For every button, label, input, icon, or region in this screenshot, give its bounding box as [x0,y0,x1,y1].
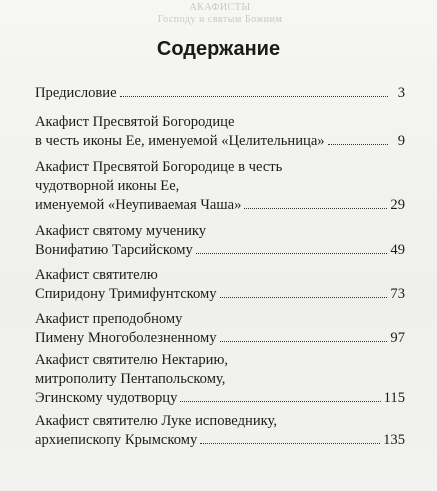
toc-entry [35,310,405,348]
page-number: 73 [390,286,405,302]
toc-entry [35,351,405,408]
bleed-line: АКАФИСТЫ [189,2,251,13]
page-number: 135 [383,432,405,448]
toc-entry-text: Спиридону Тримифунтскому [35,286,217,302]
toc-entry-last-line [35,329,405,348]
toc-entry-last-line [35,285,405,304]
toc-entry [35,222,405,260]
dot-leader [244,208,387,209]
page-title: Содержание [156,38,281,60]
toc-entry [35,113,405,151]
toc-entry-text: архиепископу Крымскому [35,432,198,448]
toc-entry-last-line [35,431,405,450]
toc-entry-text: Акафист святителю [35,267,158,283]
bleed-through-text [150,2,290,32]
dot-leader [200,443,380,444]
dot-leader [220,297,388,298]
toc-entry-text: Вонифатию Тарсийскому [35,242,193,258]
toc-entry-last-line [35,132,405,151]
toc-entry-text: Акафист преподобному [35,311,183,327]
page-number: 49 [390,242,405,258]
toc-entry-text: в честь иконы Ее, именуемой «Целительница» [35,133,325,149]
toc-entry-text: Пимену Многоболезненному [35,330,217,346]
dot-leader [180,401,380,402]
dot-leader [220,341,388,342]
toc-entry-text: митрополиту Пентапольскому, [35,371,226,387]
toc-entry-text: Предисловие [35,85,117,101]
toc-entry-text: Эгинскому чудотворцу [35,390,178,406]
page-number: 29 [390,197,405,213]
dot-leader [328,144,388,145]
toc-entry-last-line [35,84,405,103]
page-number: 3 [397,85,405,101]
toc-entry-last-line [35,196,405,215]
dot-leader [196,253,388,254]
toc-entry [35,266,405,304]
toc-entry-text: чудотворной иконы Ее, [35,178,180,194]
toc-entry [35,412,405,450]
bleed-line: Господу и святым Божиим [157,14,283,25]
page-number: 97 [390,330,405,346]
page-number: 9 [397,133,405,149]
toc-entry-text: Акафист святому мученику [35,223,207,239]
toc-entry-text: Акафист святителю Нектарию, [35,352,229,368]
toc-entry-text: Акафист Пресвятой Богородице [35,114,235,130]
page-number: 115 [383,390,405,406]
toc-entry-text: Акафист Пресвятой Богородице в честь [35,159,283,175]
toc-entry-last-line [35,241,405,260]
toc-entry-last-line [35,389,405,408]
toc-entry-text: Акафист святителю Луке исповеднику, [35,413,277,429]
toc-entry [35,84,405,103]
dot-leader [120,96,388,97]
toc-entry-text: именуемой «Неупиваемая Чаша» [35,197,242,213]
toc-entry [35,158,405,215]
